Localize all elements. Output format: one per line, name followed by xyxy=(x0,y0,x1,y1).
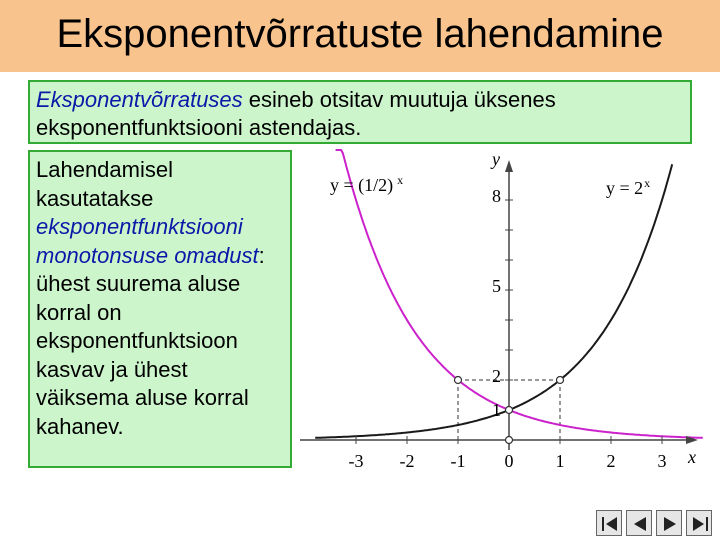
y-tick-label: 2 xyxy=(492,366,501,386)
intro-term: Eksponentvõrratuses xyxy=(36,87,243,112)
intro-text-1: esineb otsitav muutuja üksenes xyxy=(242,87,556,112)
y-tick-label: 8 xyxy=(492,186,501,206)
explanation-part-1: Lahendamisel kasutatakse xyxy=(36,157,173,211)
x-tick-label: 0 xyxy=(504,451,514,471)
x-tick-label: -2 xyxy=(399,451,415,471)
x-tick-label: 2 xyxy=(606,451,616,471)
x-axis-label: x xyxy=(688,447,696,467)
x-tick-label: 1 xyxy=(555,451,565,471)
intro-text-2: eksponentfunktsiooni astendajas. xyxy=(36,115,362,140)
explanation-emphasis: eksponentfunktsiooni monotonsuse omadust xyxy=(36,214,259,268)
x-tick-label: -1 xyxy=(450,451,466,471)
next-icon xyxy=(657,511,683,537)
label-half-function: y = (1/2) $^x$ xyxy=(330,173,404,195)
last-slide-button[interactable] xyxy=(686,510,712,536)
explanation-part-2: : ühest suurema aluse korral on eksponentfunktsioon kasvav ja ühest väiksema aluse korral kahanev. xyxy=(36,242,265,439)
page-title: Eksponentvõrratuste lahendamine xyxy=(56,12,664,56)
graph-labels xyxy=(330,149,696,471)
curve-point xyxy=(557,377,564,384)
next-slide-button[interactable] xyxy=(656,510,682,536)
label-two-function: $y = 2^x$ xyxy=(606,176,651,198)
y-tick-label: 1 xyxy=(492,400,501,420)
first-icon xyxy=(597,511,623,537)
y-tick-label: 5 xyxy=(492,276,501,296)
previous-slide-button[interactable] xyxy=(626,510,652,536)
origin-point xyxy=(506,437,513,444)
y-axis-label: y xyxy=(492,149,500,169)
last-icon xyxy=(687,511,713,537)
first-slide-button[interactable] xyxy=(596,510,622,536)
previous-icon xyxy=(627,511,653,537)
x-tick-label: 3 xyxy=(657,451,667,471)
y-axis-arrow xyxy=(505,160,513,172)
x-tick-label: -3 xyxy=(348,451,364,471)
curve-point xyxy=(455,377,462,384)
curve-point xyxy=(506,407,513,414)
